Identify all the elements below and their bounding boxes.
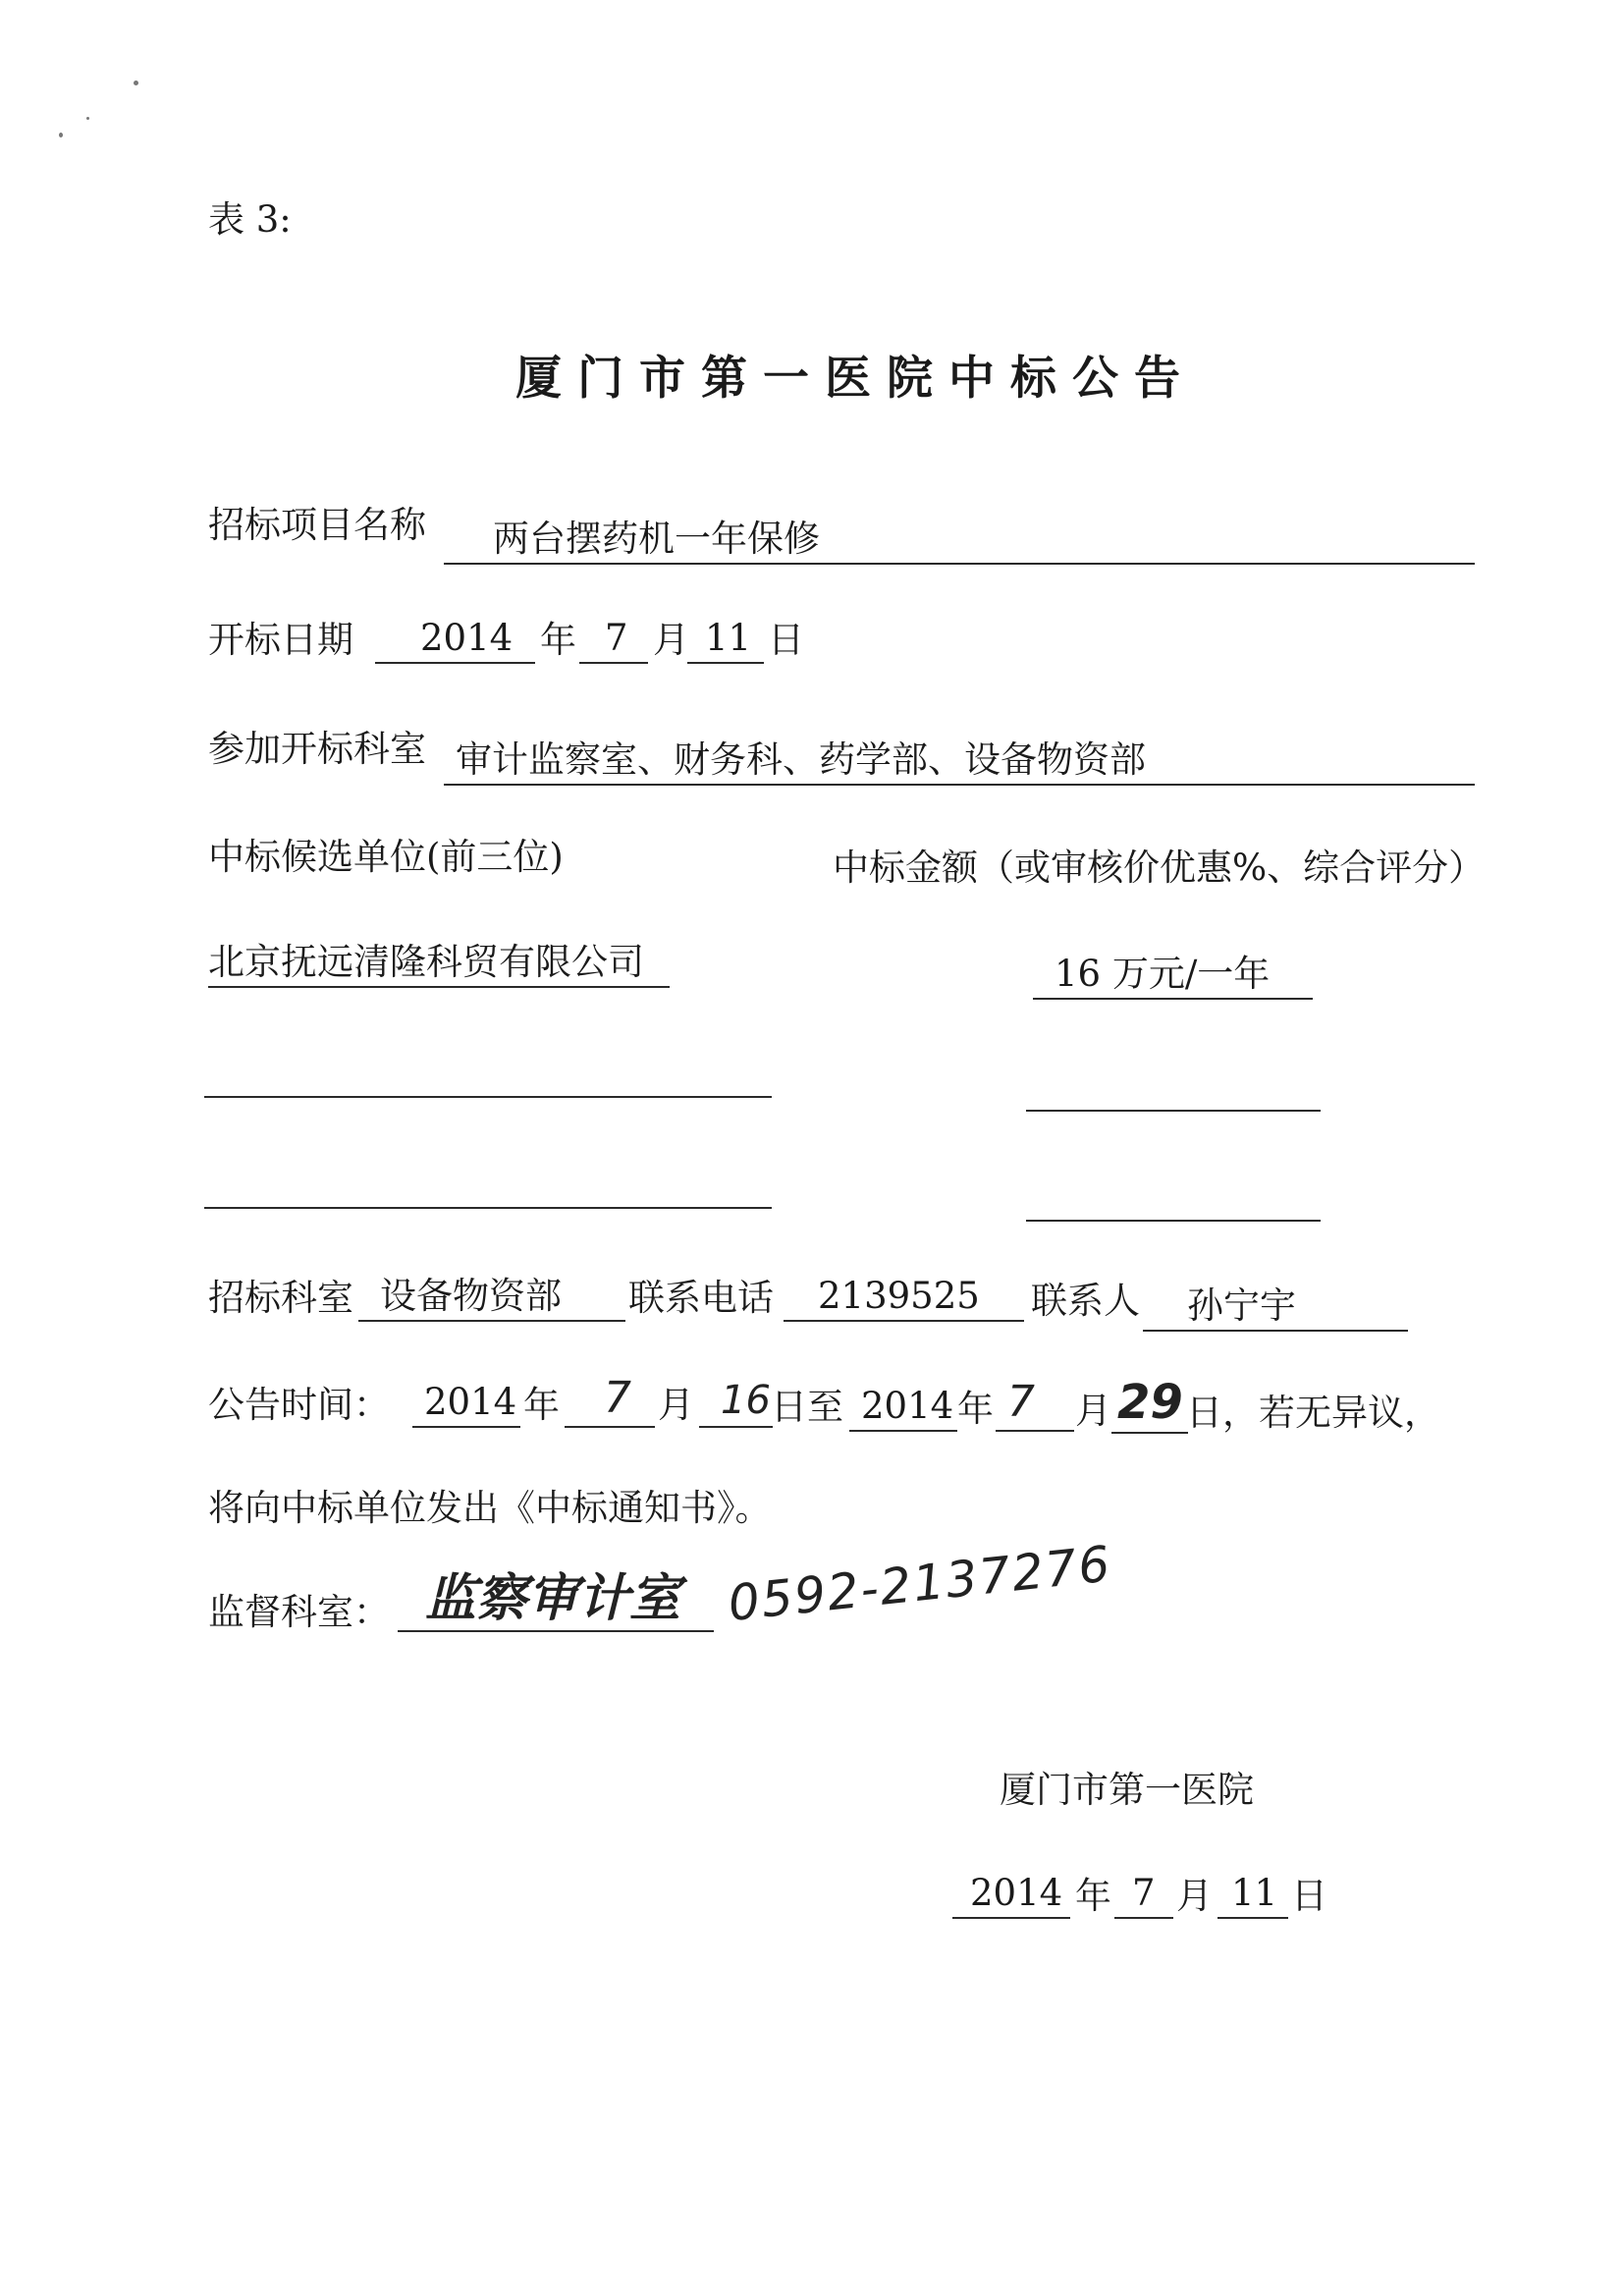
signature-year-field — [952, 1872, 1070, 1919]
signature-year: 2014 — [970, 1872, 1063, 1914]
contact-person-field — [1143, 1285, 1408, 1332]
candidate-2-amount-field — [1026, 1065, 1321, 1112]
signature-day-unit: 日 — [1291, 1875, 1327, 1917]
notice-end-year-unit: 年 — [957, 1388, 994, 1430]
signature-org: 厦门市第一医院 — [1000, 1769, 1254, 1811]
departments-label: 参加开标科室 — [208, 728, 426, 770]
supervision-label: 监督科室： — [208, 1591, 390, 1633]
scan-speck — [59, 133, 63, 137]
notice-end-month: 7 — [1007, 1377, 1035, 1427]
scan-speck — [86, 117, 89, 120]
tender-dept-label: 招标科室 — [208, 1277, 353, 1319]
open-month-field — [579, 617, 648, 664]
signature-month: 7 — [1132, 1872, 1156, 1914]
candidate-2-name-field — [204, 1051, 772, 1098]
candidate-1-name: 北京抚远清隆科贸有限公司 — [208, 941, 644, 983]
open-month-unit: 月 — [653, 619, 689, 661]
open-day-value: 11 — [705, 617, 752, 659]
project-label: 招标项目名称 — [208, 504, 426, 546]
signature-year-unit: 年 — [1075, 1875, 1111, 1917]
notice-tail: 日，若无异议， — [1186, 1392, 1440, 1434]
open-day-unit: 日 — [768, 619, 804, 661]
candidate-1-name-field — [208, 941, 670, 988]
open-date-label: 开标日期 — [208, 619, 353, 661]
phone-value: 2139525 — [818, 1275, 980, 1317]
supervision-dept-handwritten: 监察审计室 — [425, 1569, 681, 1628]
departments-value: 审计监察室、财务科、药学部、设备物资部 — [456, 738, 1146, 781]
tender-dept-value: 设备物资部 — [380, 1275, 562, 1317]
signature-day: 11 — [1231, 1872, 1278, 1914]
notice-start-month-unit: 月 — [658, 1384, 694, 1426]
page-title: 厦门市第一医院中标公告 — [515, 352, 1196, 406]
phone-field — [784, 1275, 1024, 1322]
notice-start-month: 7 — [604, 1373, 631, 1423]
notice-start-day: 16 — [721, 1378, 771, 1423]
scan-speck — [134, 81, 138, 85]
notice-start-year-unit: 年 — [523, 1384, 560, 1426]
notice-start-year-field — [412, 1381, 520, 1428]
notice-until: 日至 — [771, 1386, 843, 1428]
notice-start-year: 2014 — [424, 1381, 517, 1423]
supervision-phone-handwritten: 0592-2137276 — [725, 1535, 1114, 1632]
contact-person-label: 联系人 — [1031, 1280, 1140, 1322]
signature-day-field — [1217, 1872, 1288, 1919]
candidate-1-amount-field — [1033, 953, 1313, 1000]
notice-end-year-field — [849, 1385, 957, 1432]
notice-end-month-unit: 月 — [1075, 1390, 1111, 1432]
contact-person-value: 孙宁宇 — [1187, 1285, 1296, 1327]
departments-field — [444, 738, 1475, 786]
candidate-1-amount: 16 万元/一年 — [1055, 953, 1271, 995]
notice-line2: 将向中标单位发出《中标通知书》。 — [208, 1487, 772, 1529]
project-field — [444, 518, 1475, 565]
notice-end-year: 2014 — [861, 1385, 954, 1427]
notice-end-day: 29 — [1117, 1375, 1183, 1430]
notice-end-day-field — [1111, 1375, 1188, 1434]
notice-start-month-field — [565, 1373, 655, 1428]
candidates-header-right: 中标金额（或审核价优惠%、综合评分） — [833, 847, 1486, 889]
notice-label: 公告时间： — [208, 1384, 390, 1426]
open-day-field — [687, 617, 764, 664]
open-year-unit: 年 — [540, 619, 576, 661]
candidates-header-left: 中标候选单位(前三位) — [208, 836, 564, 878]
open-year-value: 2014 — [420, 617, 514, 659]
candidate-3-amount-field — [1026, 1175, 1321, 1222]
open-year-field — [375, 617, 535, 664]
table-label: 表 3: — [208, 198, 292, 241]
supervision-dept-field — [398, 1569, 714, 1632]
phone-label: 联系电话 — [628, 1277, 774, 1319]
notice-start-day-field — [699, 1378, 773, 1428]
open-month-value: 7 — [605, 617, 628, 659]
candidate-3-name-field — [204, 1162, 772, 1209]
signature-month-field — [1114, 1872, 1173, 1919]
tender-dept-field — [358, 1275, 625, 1322]
project-value: 两台摆药机一年保修 — [493, 518, 820, 560]
signature-month-unit: 月 — [1176, 1875, 1213, 1917]
notice-end-month-field — [996, 1377, 1074, 1432]
